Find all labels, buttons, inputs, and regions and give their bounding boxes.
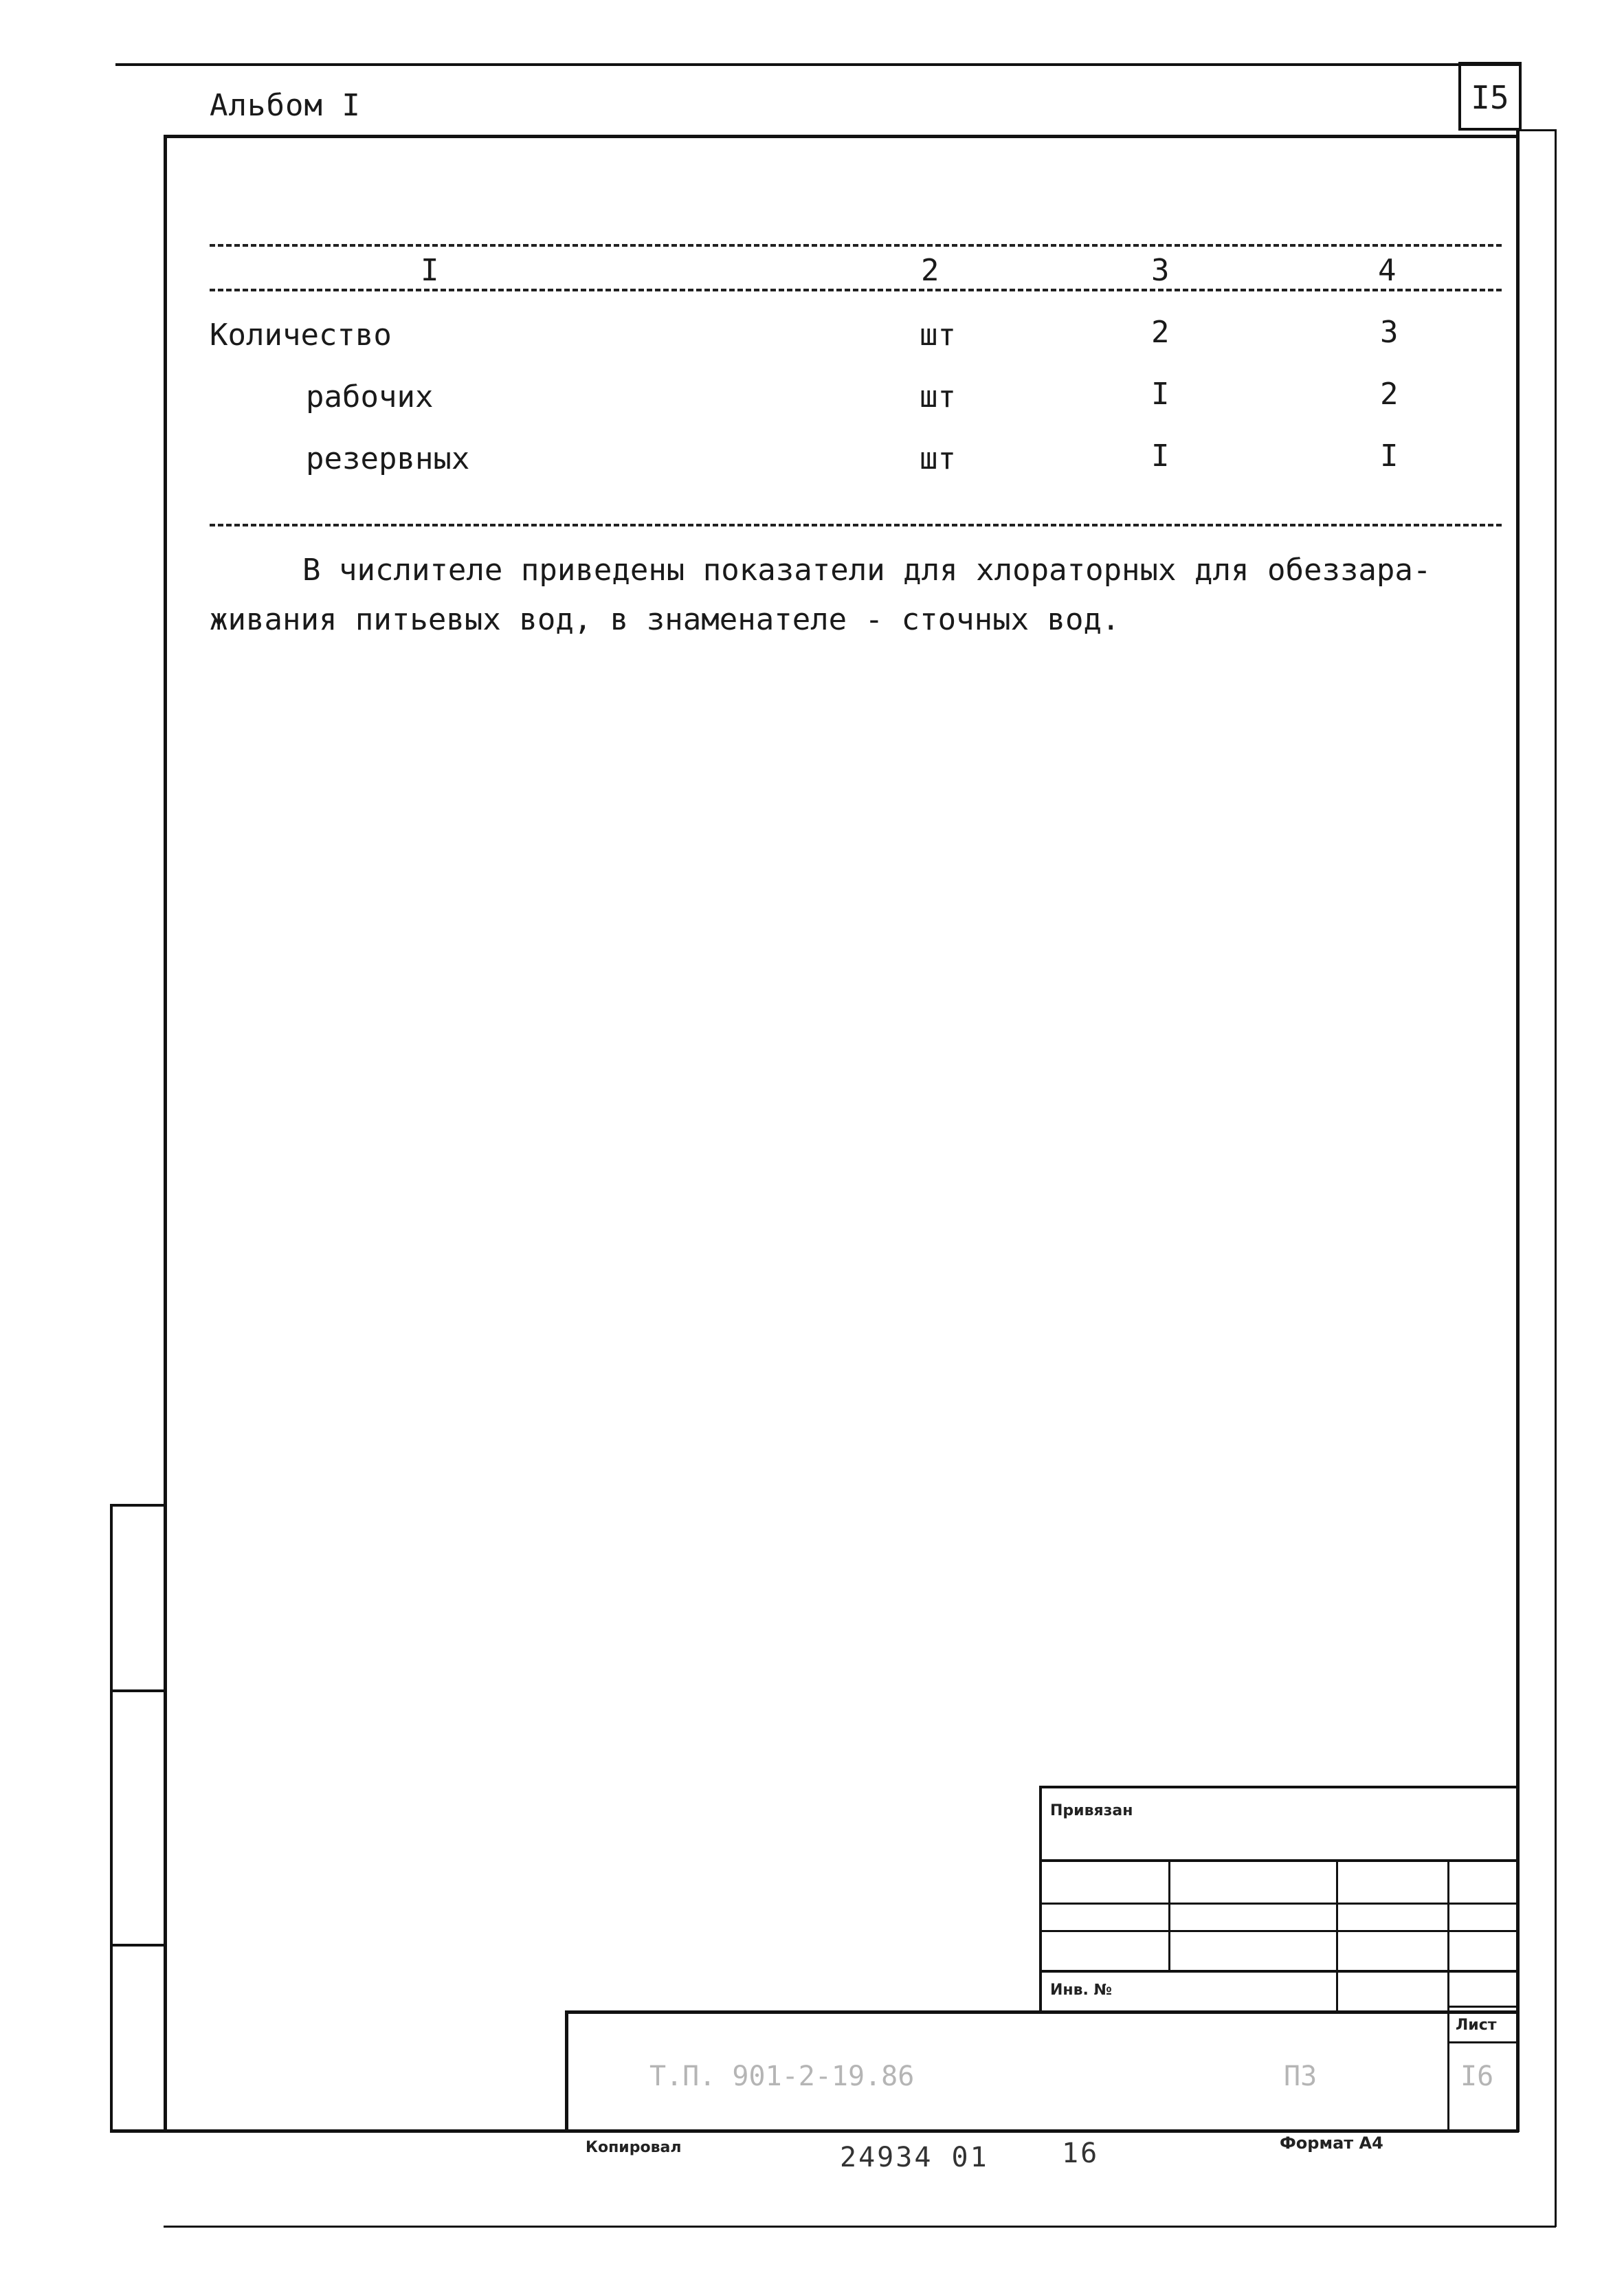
page-16: 16 <box>1062 2138 1100 2169</box>
column-header-3: 3 <box>1151 253 1170 288</box>
format-label: Формат А4 <box>1280 2133 1383 2153</box>
header-box-bottom <box>1458 128 1519 131</box>
row-label: резервных <box>306 441 470 476</box>
note-line-1: В числителе приведены показатели для хлораторных для обеззара- <box>302 553 1432 588</box>
row-value-col4: 3 <box>1380 315 1399 350</box>
page-number: I5 <box>1458 62 1522 131</box>
sheet-code: ПЗ <box>1284 2061 1317 2092</box>
frame-bottom <box>110 2129 1519 2133</box>
inv-no-label: Инв. № <box>1050 1982 1113 1999</box>
row-value-col4: 2 <box>1380 377 1399 412</box>
privyazan-label: Привязан <box>1050 1802 1133 1819</box>
column-header-4: 4 <box>1378 253 1397 288</box>
grid-line-5 <box>1447 2006 1519 2008</box>
album-title: Альбом I <box>210 88 361 123</box>
frame-left <box>164 135 167 2132</box>
grid-col-1 <box>1168 1859 1170 1971</box>
stamp-list-line <box>1447 2041 1519 2043</box>
stamp-top <box>565 2010 1519 2014</box>
top-border <box>115 63 1519 66</box>
order-number: 24934 01 <box>840 2142 989 2173</box>
column-header-1: I <box>421 253 439 288</box>
row-label: рабочих <box>306 379 434 414</box>
frame-top <box>164 135 1519 138</box>
document-code: Т.П. 901-2-19.86 <box>649 2061 915 2092</box>
margin-box-top <box>110 1504 165 1507</box>
row-value-col4: I <box>1380 439 1399 474</box>
title-block-top <box>1039 1786 1519 1788</box>
list-label: Лист <box>1456 2017 1497 2034</box>
title-block-left <box>1039 1786 1042 2013</box>
margin-box-mid1 <box>110 1689 165 1692</box>
frame-right <box>1516 128 1520 2132</box>
column-header-2: 2 <box>921 253 939 288</box>
note-line-2: живания питьевых вод, в знаменателе - сточных вод. <box>210 602 1120 637</box>
stamp-left <box>565 2010 568 2131</box>
table-header-dashed <box>210 289 1502 291</box>
row-label: Количество <box>210 318 392 353</box>
page-bottom-line <box>164 2226 1556 2228</box>
copied-by-label: Копировал <box>586 2139 682 2156</box>
row-unit: шт <box>920 318 956 353</box>
table-bottom-dashed <box>210 524 1502 526</box>
frame-right-outer <box>1555 131 1557 2227</box>
margin-box-mid2 <box>110 1944 165 1947</box>
grid-col-2 <box>1336 1859 1338 2010</box>
table-top-dashed <box>210 244 1502 247</box>
frame-right-top <box>1519 129 1557 131</box>
row-value-col3: I <box>1151 439 1170 474</box>
sheet-number: I6 <box>1460 2061 1494 2092</box>
row-unit: шт <box>920 379 956 414</box>
margin-box-left <box>110 1504 113 2132</box>
row-value-col3: 2 <box>1151 315 1170 350</box>
row-value-col3: I <box>1151 377 1170 412</box>
grid-col-3 <box>1447 1859 1449 2131</box>
row-unit: шт <box>920 441 956 476</box>
